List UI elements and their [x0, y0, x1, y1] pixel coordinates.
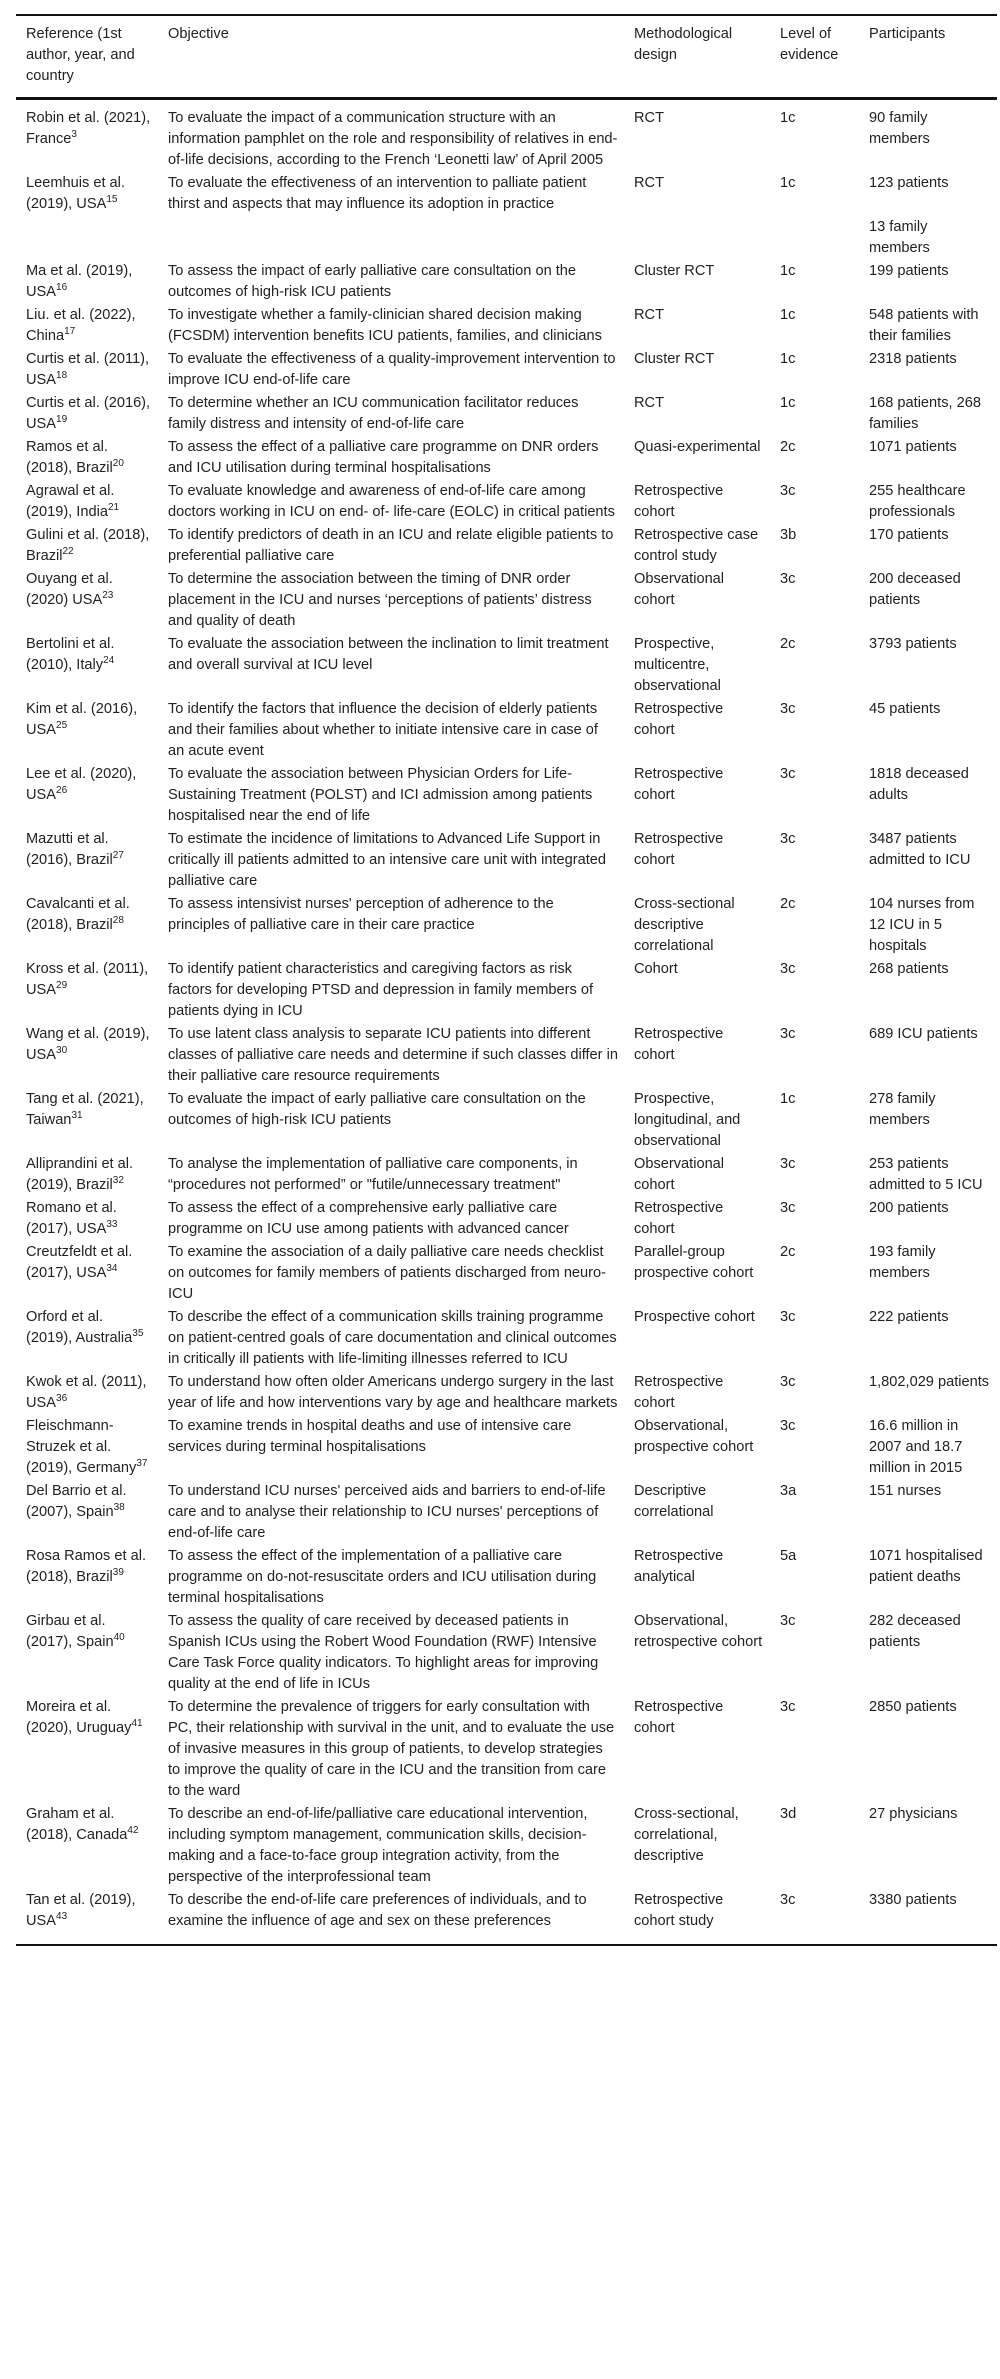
cell-level: 3c	[780, 571, 796, 587]
table-row	[16, 632, 997, 697]
cell-design: Quasi-experimental	[634, 439, 761, 455]
cell-design: Cluster RCT	[634, 351, 715, 367]
cell-level: 1c	[780, 263, 796, 279]
cell-objective: To evaluate knowledge and awareness of end-of-life care among doctors working in ICU on end- of- life-care (EOLC) in critical patients	[168, 483, 615, 520]
citation-number: 22	[62, 546, 74, 557]
reference-text: Robin et al. (2021), France	[26, 110, 151, 147]
cell-reference	[16, 171, 158, 215]
cell-design: Prospective cohort	[634, 1309, 755, 1325]
cell-reference	[16, 1609, 158, 1695]
citation-number: 33	[106, 1219, 118, 1230]
citation-number: 17	[64, 326, 76, 337]
citation-number: 39	[112, 1567, 124, 1578]
cell-objective: To evaluate the impact of early palliative care consultation on the outcomes of high-risk ICU patients	[168, 1091, 586, 1128]
cell-participants: 689 ICU patients	[869, 1026, 978, 1042]
header-objective: Objective	[168, 26, 229, 42]
cell-reference	[16, 1240, 158, 1305]
table-row	[16, 303, 997, 347]
cell-design: Cross-sectional descriptive correlational	[634, 896, 735, 954]
citation-number: 27	[112, 850, 124, 861]
table-row	[16, 1888, 997, 1945]
citation-number: 24	[103, 655, 115, 666]
citation-number: 20	[112, 458, 124, 469]
reference-text: Gulini et al. (2018), Brazil	[26, 527, 150, 564]
cell-design: Retrospective case control study	[634, 527, 759, 564]
cell-objective: To assess the quality of care received by deceased patients in Spanish ICUs using the Robert Wood Foundation (RWF) Intensive Care Task Force quality indicators. To highlight areas for improving quality at the end of life in ICUs	[168, 1613, 599, 1692]
table-row	[16, 479, 997, 523]
cell-level: 3c	[780, 1374, 796, 1390]
table-body	[16, 99, 997, 1946]
cell-participants: 123 patients	[869, 175, 949, 191]
cell-reference	[16, 957, 158, 1022]
table-row	[16, 1695, 997, 1802]
cell-reference	[16, 99, 158, 172]
cell-objective: To examine the association of a daily palliative care needs checklist on outcomes for family members of patients discharged from neuro-ICU	[168, 1244, 607, 1302]
cell-level: 3d	[780, 1806, 797, 1822]
table-row	[16, 1609, 997, 1695]
reference-text: Liu. et al. (2022), China	[26, 307, 136, 344]
reference-text: Del Barrio et al. (2007), Spain	[26, 1483, 127, 1520]
cell-participants: 1818 deceased adults	[869, 766, 969, 803]
cell-design	[624, 215, 770, 259]
reference-text: Girbau et al. (2017), Spain	[26, 1613, 114, 1650]
cell-design: Cohort	[634, 961, 678, 977]
citation-number: 34	[106, 1263, 118, 1274]
cell-reference	[16, 1196, 158, 1240]
studies-table	[16, 14, 997, 1946]
cell-participants: 2318 patients	[869, 351, 957, 367]
reference-text: Ma et al. (2019), USA	[26, 263, 133, 300]
citation-number: 25	[56, 720, 68, 731]
cell-reference	[16, 347, 158, 391]
citation-number: 37	[136, 1458, 148, 1469]
citation-number: 29	[56, 980, 68, 991]
cell-level: 3c	[780, 1699, 796, 1715]
cell-participants: 200 deceased patients	[869, 571, 961, 608]
citation-number: 41	[131, 1718, 143, 1729]
table-header	[16, 15, 997, 99]
cell-level: 3c	[780, 961, 796, 977]
cell-objective: To assess the effect of the implementation of a palliative care programme on do-not-resuscitate orders and ICU utilisation during terminal hospitalisations	[168, 1548, 597, 1606]
cell-participants: 548 patients with their families	[869, 307, 979, 344]
citation-number: 43	[56, 1911, 68, 1922]
cell-design: Descriptive correlational	[634, 1483, 714, 1520]
cell-objective: To describe the effect of a communication skills training programme on patient-centred goals of care documentation and clinical outcomes in critically ill patients with life-limiting illnesses referred to ICU	[168, 1309, 617, 1367]
reference-text: Moreira et al. (2020), Uruguay	[26, 1699, 132, 1736]
cell-design: Observational, retrospective cohort	[634, 1613, 763, 1650]
citation-number: 40	[113, 1632, 125, 1643]
cell-objective: To determine the prevalence of triggers for early consultation with PC, their relationship with survival in the unit, and to evaluate the use of invasive measures in this group of patients, to develop strategies to improve the quality of care in the ICU and the transition from care to the ward	[168, 1699, 615, 1799]
cell-reference	[16, 1888, 158, 1945]
cell-level: 5a	[780, 1548, 797, 1564]
table-row	[16, 1152, 997, 1196]
cell-level: 3c	[780, 1156, 796, 1172]
cell-objective: To examine trends in hospital deaths and use of intensive care services during terminal hospitalisations	[168, 1418, 572, 1455]
cell-participants: 253 patients admitted to 5 ICU	[869, 1156, 983, 1193]
cell-reference	[16, 697, 158, 762]
cell-design: Retrospective analytical	[634, 1548, 724, 1585]
cell-reference	[16, 303, 158, 347]
cell-objective: To describe the end-of-life care preferences of individuals, and to examine the influence of age and sex on these preferences	[168, 1892, 587, 1929]
cell-design: RCT	[634, 110, 664, 126]
citation-number: 16	[56, 282, 68, 293]
table-row	[16, 215, 997, 259]
reference-text: Tan et al. (2019), USA	[26, 1892, 136, 1929]
cell-design: Observational, prospective cohort	[634, 1418, 754, 1455]
citation-number: 32	[112, 1175, 124, 1186]
cell-objective: To identify patient characteristics and caregiving factors as risk factors for developing PTSD and depression in family members of patients dying in ICU	[168, 961, 594, 1019]
table-row	[16, 567, 997, 632]
citation-number: 23	[102, 590, 114, 601]
cell-reference	[16, 479, 158, 523]
cell-level: 1c	[780, 1091, 796, 1107]
cell-level: 3c	[780, 831, 796, 847]
cell-design: Retrospective cohort	[634, 766, 724, 803]
cell-reference	[16, 1087, 158, 1152]
cell-participants: 170 patients	[869, 527, 949, 543]
cell-reference	[16, 215, 158, 259]
cell-level: 1c	[780, 395, 796, 411]
cell-reference	[16, 827, 158, 892]
reference-text: Curtis et al. (2016), USA	[26, 395, 151, 432]
cell-objective: To describe an end-of-life/palliative care educational intervention, including symptom management, communication skills, decision-making and a face-to-face group integration activity, from the perspective of the interprofessional team	[168, 1806, 588, 1885]
cell-level: 3c	[780, 766, 796, 782]
cell-design: Cluster RCT	[634, 263, 715, 279]
cell-level: 3a	[780, 1483, 797, 1499]
reference-text: Orford et al. (2019), Australia	[26, 1309, 133, 1346]
cell-design: RCT	[634, 307, 664, 323]
table-row	[16, 827, 997, 892]
table-row	[16, 1544, 997, 1609]
cell-reference	[16, 435, 158, 479]
reference-text: Cavalcanti et al. (2018), Brazil	[26, 896, 130, 933]
cell-participants: 90 family members	[869, 110, 930, 147]
cell-design: Parallel-group prospective cohort	[634, 1244, 754, 1281]
reference-text: Alliprandini et al. (2019), Brazil	[26, 1156, 134, 1193]
table-row	[16, 435, 997, 479]
cell-reference	[16, 567, 158, 632]
header-participants: Participants	[869, 26, 946, 42]
cell-objective: To analyse the implementation of palliative care components, in “procedures not performed” or "futile/unnecessary treatment"	[168, 1156, 578, 1193]
cell-level: 3c	[780, 483, 796, 499]
cell-level: 2c	[780, 636, 796, 652]
header-row	[16, 15, 997, 99]
citation-number: 42	[127, 1825, 139, 1836]
reference-text: Mazutti et al. (2016), Brazil	[26, 831, 113, 868]
table-row	[16, 1196, 997, 1240]
table-row	[16, 892, 997, 957]
citation-number: 21	[107, 502, 120, 513]
cell-level: 1c	[780, 110, 796, 126]
header-reference: Reference (1st author, year, and country	[26, 26, 135, 84]
cell-objective: To use latent class analysis to separate ICU patients into different classes of palliative care needs and determine if such classes differ in their palliative care resource requirements	[168, 1026, 618, 1084]
cell-level: 3c	[780, 701, 796, 717]
cell-participants: 2850 patients	[869, 1699, 957, 1715]
cell-objective: To determine the association between the timing of DNR order placement in the ICU and nurses ‘perceptions of patients’ distress and quality of death	[168, 571, 592, 629]
table-row	[16, 259, 997, 303]
cell-reference	[16, 1305, 158, 1370]
reference-text: Ramos et al. (2018), Brazil	[26, 439, 113, 476]
table-row	[16, 697, 997, 762]
cell-participants: 200 patients	[869, 1200, 949, 1216]
cell-objective: To evaluate the effectiveness of an intervention to palliate patient thirst and aspects that may influence its adoption in practice	[168, 175, 587, 212]
cell-design: Retrospective cohort	[634, 483, 724, 520]
cell-participants: 1,802,029 patients	[869, 1374, 990, 1390]
table-row	[16, 391, 997, 435]
table-row	[16, 347, 997, 391]
cell-design: Retrospective cohort	[634, 1374, 724, 1411]
citation-number: 26	[56, 785, 68, 796]
cell-participants: 278 family members	[869, 1091, 936, 1128]
reference-text: Fleischmann-Struzek et al. (2019), Germany	[26, 1418, 137, 1476]
header-level: Level of evidence	[780, 26, 839, 63]
cell-objective: To identify predictors of death in an ICU and relate eligible patients to preferential palliative care	[168, 527, 614, 564]
cell-objective: To understand ICU nurses' perceived aids and barriers to end-of-life care and to analyse their relationship to ICU nurses' perceptions of end-of-life care	[168, 1483, 606, 1541]
table-row	[16, 1479, 997, 1544]
cell-participants: 3380 patients	[869, 1892, 957, 1908]
cell-level: 3c	[780, 1200, 796, 1216]
cell-objective: To assess the effect of a palliative care programme on DNR orders and ICU utilisation during terminal hospitalisations	[168, 439, 599, 476]
citation-number: 30	[56, 1045, 68, 1056]
header-design: Methodological design	[634, 26, 733, 63]
table-row	[16, 171, 997, 215]
cell-level: 3c	[780, 1613, 796, 1629]
cell-reference	[16, 523, 158, 567]
table-row	[16, 1087, 997, 1152]
cell-participants: 282 deceased patients	[869, 1613, 961, 1650]
reference-text: Graham et al. (2018), Canada	[26, 1806, 128, 1843]
cell-level: 3b	[780, 527, 797, 543]
cell-reference	[16, 1479, 158, 1544]
cell-reference	[16, 391, 158, 435]
citation-number: 36	[56, 1393, 68, 1404]
citation-number: 38	[113, 1502, 125, 1513]
cell-participants: 255 healthcare professionals	[869, 483, 966, 520]
cell-level: 3c	[780, 1418, 796, 1434]
cell-participants: 222 patients	[869, 1309, 949, 1325]
cell-reference	[16, 1370, 158, 1414]
table-row	[16, 957, 997, 1022]
cell-level: 1c	[780, 351, 796, 367]
cell-design: Retrospective cohort study	[634, 1892, 724, 1929]
cell-design: Retrospective cohort	[634, 1026, 724, 1063]
cell-objective: To assess the effect of a comprehensive early palliative care programme on ICU use among patients with advanced cancer	[168, 1200, 569, 1237]
cell-design: Retrospective cohort	[634, 1699, 724, 1736]
citation-number: 15	[106, 194, 118, 205]
cell-design: RCT	[634, 395, 664, 411]
table-row	[16, 1414, 997, 1479]
cell-reference	[16, 1802, 158, 1888]
cell-participants: 193 family members	[869, 1244, 936, 1281]
cell-design: Retrospective cohort	[634, 831, 724, 868]
citation-number: 19	[56, 414, 68, 425]
table-row	[16, 1240, 997, 1305]
cell-objective: To understand how often older Americans undergo surgery in the last year of life and how interventions vary by age and healthcare markets	[168, 1374, 618, 1411]
cell-reference	[16, 632, 158, 697]
citation-number: 18	[56, 370, 68, 381]
table-row	[16, 523, 997, 567]
citation-number: 35	[132, 1328, 144, 1339]
cell-level: 3c	[780, 1309, 796, 1325]
cell-objective: To evaluate the association between the inclination to limit treatment and overall survival at ICU level	[168, 636, 609, 673]
table-row	[16, 1370, 997, 1414]
cell-level: 1c	[780, 175, 796, 191]
cell-design: Retrospective cohort	[634, 1200, 724, 1237]
cell-level: 2c	[780, 896, 796, 912]
reference-text: Kwok et al. (2011), USA	[26, 1374, 147, 1411]
cell-objective: To determine whether an ICU communication facilitator reduces family distress and intensity of end-of-life care	[168, 395, 579, 432]
citation-number: 31	[71, 1110, 83, 1121]
cell-participants: 104 nurses from 12 ICU in 5 hospitals	[869, 896, 975, 954]
reference-text: Rosa Ramos et al. (2018), Brazil	[26, 1548, 147, 1585]
cell-reference	[16, 1544, 158, 1609]
cell-participants: 1071 hospitalised patient deaths	[869, 1548, 983, 1585]
cell-reference	[16, 892, 158, 957]
cell-reference	[16, 1695, 158, 1802]
cell-objective: To estimate the incidence of limitations to Advanced Life Support in critically ill patients admitted to an intensive care unit with integrated palliative care	[168, 831, 607, 889]
cell-design: Prospective, longitudinal, and observational	[634, 1091, 741, 1149]
table-row	[16, 762, 997, 827]
cell-level: 3c	[780, 1892, 796, 1908]
reference-text: Tang et al. (2021), Taiwan	[26, 1091, 144, 1128]
cell-participants: 3793 patients	[869, 636, 957, 652]
reference-text: Curtis et al. (2011), USA	[26, 351, 150, 388]
cell-reference	[16, 762, 158, 827]
cell-design: RCT	[634, 175, 664, 191]
table-row	[16, 1802, 997, 1888]
table-row	[16, 99, 997, 172]
cell-level: 1c	[780, 307, 796, 323]
cell-participants: 27 physicians	[869, 1806, 958, 1822]
citation-number: 28	[112, 915, 124, 926]
reference-text: Romano et al. (2017), USA	[26, 1200, 117, 1237]
cell-design: Observational cohort	[634, 1156, 725, 1193]
cell-level: 2c	[780, 439, 796, 455]
cell-participants: 1071 patients	[869, 439, 957, 455]
cell-objective: To assess intensivist nurses' perception of adherence to the principles of palliative care in their care practice	[168, 896, 554, 933]
cell-objective: To investigate whether a family-clinician shared decision making (FCSDM) intervention benefits ICU patients, families, and clinicians	[168, 307, 602, 344]
cell-reference	[16, 259, 158, 303]
cell-participants: 168 patients, 268 families	[869, 395, 981, 432]
reference-text: Kim et al. (2016), USA	[26, 701, 138, 738]
cell-objective: To identify the factors that influence the decision of elderly patients and their families about whether to initiate intensive care in case of an acute event	[168, 701, 598, 759]
reference-text: Agrawal et al. (2019), India	[26, 483, 115, 520]
cell-reference	[16, 1022, 158, 1087]
cell-objective: To evaluate the impact of a communication structure with an information pamphlet on the role and responsibility of relatives in end-of-life decisions, according to the French ‘Leonetti law’ of April 2005	[168, 110, 618, 168]
reference-text: Creutzfeldt et al. (2017), USA	[26, 1244, 133, 1281]
cell-design: Observational cohort	[634, 571, 725, 608]
cell-participants: 16.6 million in 2007 and 18.7 million in 2015	[869, 1418, 963, 1476]
reference-text: Leemhuis et al. (2019), USA	[26, 175, 125, 212]
reference-text: Wang et al. (2019), USA	[26, 1026, 150, 1063]
cell-participants: 199 patients	[869, 263, 949, 279]
cell-objective: To evaluate the association between Physician Orders for Life-Sustaining Treatment (POLST) and ICI admission among patients hospitalised near the end of life	[168, 766, 593, 824]
cell-reference	[16, 1152, 158, 1196]
reference-text: Lee et al. (2020), USA	[26, 766, 137, 803]
cell-reference	[16, 1414, 158, 1479]
cell-participants: 151 nurses	[869, 1483, 942, 1499]
cell-participants: 268 patients	[869, 961, 949, 977]
cell-objective: To evaluate the effectiveness of a quality-improvement intervention to improve ICU end-of-life care	[168, 351, 616, 388]
cell-design: Prospective, multicentre, observational	[634, 636, 721, 694]
cell-objective: To assess the impact of early palliative care consultation on the outcomes of high-risk ICU patients	[168, 263, 577, 300]
cell-participants: 13 family members	[869, 219, 930, 256]
reference-text: Ouyang et al. (2020) USA	[26, 571, 113, 608]
cell-level	[770, 215, 859, 259]
cell-participants: 45 patients	[869, 701, 941, 717]
table-row	[16, 1022, 997, 1087]
cell-design: Cross-sectional, correlational, descriptive	[634, 1806, 739, 1864]
table-row	[16, 1305, 997, 1370]
reference-text: Kross et al. (2011), USA	[26, 961, 149, 998]
cell-level: 3c	[780, 1026, 796, 1042]
cell-objective	[158, 215, 624, 259]
cell-level: 2c	[780, 1244, 796, 1260]
citation-number: 3	[71, 129, 77, 140]
cell-design: Retrospective cohort	[634, 701, 724, 738]
cell-participants: 3487 patients admitted to ICU	[869, 831, 971, 868]
reference-text: Bertolini et al. (2010), Italy	[26, 636, 115, 673]
